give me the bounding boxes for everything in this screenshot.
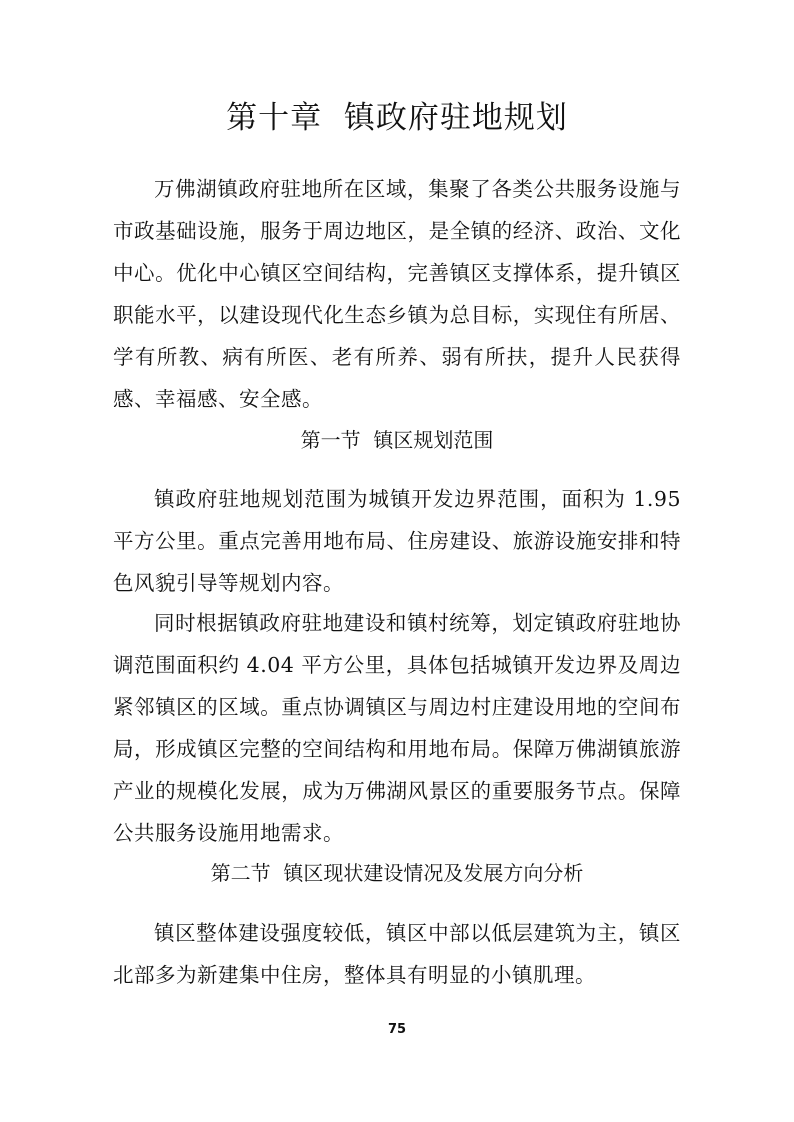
chapter-title: 第十章 镇政府驻地规划 [226, 100, 568, 136]
chapter-intro-paragraph: 万佛湖镇政府驻地所在区域，集聚了各类公共服务设施与市政基础设施，服务于周边地区，是全镇的经济、政治、文化中心。优化中心镇区空间结构，完善镇区支撑体系，提升镇区职能水平，以建设现代化生态乡镇为总目标，实现住有所居、学有所教、病有所医、老有所养、弱有所扶，提升人民获得感、幸福感、安全感。 [113, 177, 681, 411]
section-2-title: 第二节 镇区现状建设情况及发展方向分析 [210, 861, 584, 885]
page-number: 75 [387, 1022, 407, 1037]
section-1-paragraph-2: 同时根据镇政府驻地建设和镇村统筹，划定镇政府驻地协调范围面积约 4.04 平方公里，具体包括城镇开发边界及周边紧邻镇区的区域。重点协调镇区与周边村庄建设用地的空间布局，形成镇区完整的空间结构和用地布局。保障万佛湖镇旅游产业的规模化发展，成为万佛湖风景区的重要服务节点。保障公共服务设施用地需求。 [113, 611, 681, 845]
section-1-title: 第一节 镇区规划范围 [300, 428, 494, 452]
section-1-paragraph-1: 镇政府驻地规划范围为城镇开发边界范围，面积为 1.95 平方公里。重点完善用地布局、住房建设、旅游设施安排和特色风貌引导等规划内容。 [113, 487, 681, 595]
section-2-paragraph-1: 镇区整体建设强度较低，镇区中部以低层建筑为主，镇区北部多为新建集中住房，整体具有明显的小镇肌理。 [113, 921, 681, 987]
